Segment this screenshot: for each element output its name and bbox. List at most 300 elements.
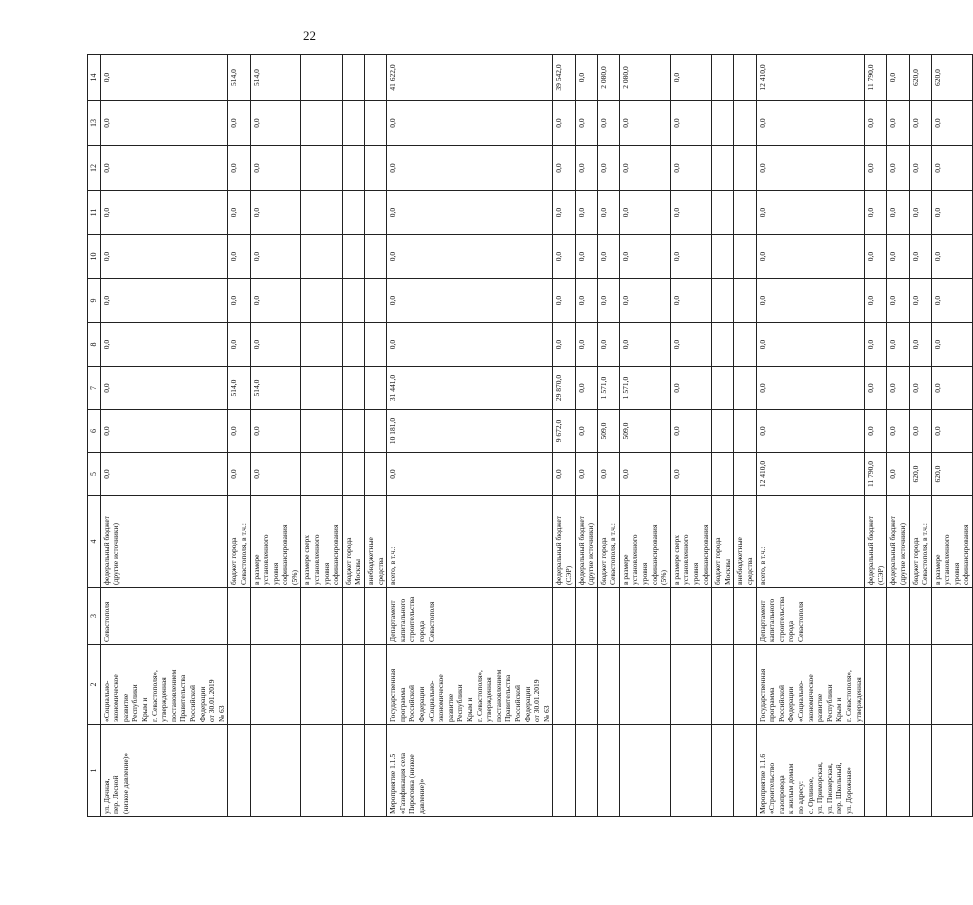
table-cell: 0,0 [909,323,931,367]
table-cell: 0,0 [865,235,887,279]
table-cell: 0,0 [250,453,301,496]
table-cell: 0,0 [619,235,670,279]
table-cell [301,588,342,645]
table-cell [734,645,756,725]
table-cell: 0,0 [909,235,931,279]
table-cell: 0,0 [931,146,972,191]
table-cell [342,410,364,453]
table-cell: Департамент капитального строительства города Севастополя [387,588,553,645]
table-cell [365,55,387,101]
table-cell [250,588,301,645]
table-cell: 0,0 [931,323,972,367]
table-cell: 0,0 [619,146,670,191]
table-cell [228,725,250,817]
table-cell: в размере сверх установленного уровня софинансирования [301,496,342,588]
table-cell: 0,0 [756,101,865,146]
table-cell [365,323,387,367]
header-cell: 4 [88,496,101,588]
table-cell [670,645,711,725]
table-cell: 620,0 [931,453,972,496]
table-row [250,55,301,817]
table-cell [597,588,619,645]
table-cell: 0,0 [909,191,931,235]
table-row [712,55,734,817]
table-cell: 0,0 [756,191,865,235]
table-cell: 0,0 [670,323,711,367]
table-cell: «Социально- экономическое развитие Республики Крым и г. Севастополя», утвержденная постановлением Правительства Российской Федерации от 30.01.2019 № 63 [100,645,228,725]
table-cell: 10 181,0 [387,410,553,453]
table-cell [865,725,887,817]
table-cell: бюджет города Севастополя, в т.ч.: [909,496,931,588]
table-cell [342,453,364,496]
table-cell [619,725,670,817]
table-cell [734,453,756,496]
table-cell [887,588,909,645]
table-cell: 0,0 [931,235,972,279]
header-cell: 1 [88,725,101,817]
table-cell [301,645,342,725]
header-cell: 14 [88,55,101,101]
table-row [619,55,670,817]
table-cell [712,191,734,235]
table-cell: 0,0 [756,323,865,367]
table-cell: 0,0 [597,101,619,146]
table-cell [575,645,597,725]
table-cell: 11 790,0 [865,55,887,101]
table-cell [734,725,756,817]
table-cell: 0,0 [670,453,711,496]
table-cell: 0,0 [931,410,972,453]
table-row [553,55,575,817]
table-cell [619,645,670,725]
table-cell: 0,0 [865,279,887,323]
table-cell [365,235,387,279]
table-cell: 39 542,0 [553,55,575,101]
table-cell: всего, в т.ч.: [387,496,553,588]
table-cell: 0,0 [887,101,909,146]
table-cell: 0,0 [228,410,250,453]
table-cell: 514,0 [228,55,250,101]
table-cell [365,146,387,191]
table-cell: 0,0 [575,235,597,279]
table-cell: 0,0 [575,101,597,146]
table-row [365,55,387,817]
table-cell: 0,0 [597,235,619,279]
table-cell: в размере установленного уровня софинансирования (5%) [619,496,670,588]
table-cell: 0,0 [553,191,575,235]
table-cell [342,235,364,279]
table-cell [712,453,734,496]
table-cell: 0,0 [931,101,972,146]
header-cell: 12 [88,146,101,191]
table-cell: 41 622,0 [387,55,553,101]
table-cell: 0,0 [887,453,909,496]
table-cell: бюджет города Севастополя, в т.ч.: [597,496,619,588]
table-cell: Мероприятие 1.1.6 «Строительство газопровода к жилым домам по адресу: с. Орлиное, ул. Приморская, ул. Пионерская, пер. Школьный, ул. Дорожная» [756,725,865,817]
table-cell [712,410,734,453]
table-cell: Мероприятие 1.1.5 «Газификация села Пироговка (низкое давление)» [387,725,553,817]
table-cell: 0,0 [619,453,670,496]
header-cell: 13 [88,101,101,146]
table-cell: 0,0 [250,279,301,323]
table-cell [734,191,756,235]
table-cell [553,645,575,725]
table-cell: 0,0 [553,323,575,367]
table-cell: 0,0 [100,453,228,496]
table-cell [712,645,734,725]
table-cell: 0,0 [575,191,597,235]
table-cell: 0,0 [250,410,301,453]
table-cell: 0,0 [670,191,711,235]
table-cell: бюджет города Севастополя, в т.ч.: [228,496,250,588]
rotated-table-container [87,55,971,817]
table-cell: 0,0 [387,191,553,235]
table-cell: 620,0 [931,55,972,101]
table-cell: ул. Дачная, пер. Лесной (низкое давление)» [100,725,228,817]
table-row [865,55,887,817]
table-cell: 0,0 [100,235,228,279]
table-cell: 1 571,0 [597,367,619,410]
table-cell: внебюджетные средства [365,496,387,588]
table-cell: 0,0 [670,235,711,279]
table-cell: 509,0 [619,410,670,453]
table-cell: 0,0 [887,323,909,367]
table-cell: 0,0 [250,323,301,367]
table-cell [301,410,342,453]
table-cell [553,725,575,817]
table-cell: 620,0 [909,453,931,496]
table-cell: 1 571,0 [619,367,670,410]
table-cell [734,101,756,146]
table-cell: 0,0 [228,101,250,146]
table-cell: 509,0 [597,410,619,453]
table-cell: 0,0 [553,235,575,279]
table-cell: 0,0 [670,410,711,453]
table-cell [342,588,364,645]
table-cell [865,588,887,645]
table-cell [250,725,301,817]
table-cell [301,367,342,410]
table-cell [909,645,931,725]
table-row [575,55,597,817]
header-cell: 11 [88,191,101,235]
table-cell: бюджет города Москвы [712,496,734,588]
table-cell: 0,0 [387,453,553,496]
table-cell: 0,0 [100,101,228,146]
table-cell [301,101,342,146]
table-cell: 0,0 [228,235,250,279]
table-cell [342,146,364,191]
table-cell: 0,0 [228,191,250,235]
table-cell: 514,0 [228,367,250,410]
table-cell [228,645,250,725]
table-cell [712,279,734,323]
table-cell [301,725,342,817]
table-cell: 0,0 [228,279,250,323]
table-cell: федеральный бюджет (СЭР) [553,496,575,588]
table-cell: 0,0 [619,101,670,146]
table-cell: 0,0 [670,101,711,146]
table-cell [301,191,342,235]
table-cell [342,55,364,101]
table-cell: 0,0 [756,410,865,453]
table-cell: 0,0 [756,279,865,323]
table-cell [575,725,597,817]
table-row [756,55,865,817]
table-cell: 0,0 [387,323,553,367]
table-cell: 12 410,0 [756,55,865,101]
table-cell [712,146,734,191]
table-cell: Государственная программа Российской Федерации «Социально- экономическое развитие Республики Крым и г. Севастополя», утвержденная [756,645,865,725]
table-cell: 0,0 [575,453,597,496]
table-cell: 0,0 [597,323,619,367]
table-cell: 0,0 [228,453,250,496]
table-cell [712,235,734,279]
table-cell [734,323,756,367]
table-cell [365,279,387,323]
table-cell [734,410,756,453]
table-cell [734,279,756,323]
table-cell: 0,0 [575,367,597,410]
table-cell [597,725,619,817]
table-cell [342,323,364,367]
table-cell: 0,0 [756,235,865,279]
table-cell: федеральный бюджет (другие источники) [100,496,228,588]
table-cell [575,588,597,645]
table-row [931,55,972,817]
table-row [100,55,228,817]
table-cell [712,101,734,146]
table-cell [597,645,619,725]
table-cell: 0,0 [865,101,887,146]
table-cell: 0,0 [100,146,228,191]
table-cell: 0,0 [887,279,909,323]
header-cell: 5 [88,453,101,496]
table-cell: 0,0 [597,191,619,235]
table-cell [342,367,364,410]
table-cell: 0,0 [909,367,931,410]
table-cell: 0,0 [575,55,597,101]
table-cell: 2 080,0 [619,55,670,101]
table-cell [887,645,909,725]
table-cell [712,323,734,367]
table-cell: 0,0 [865,367,887,410]
table-cell: федеральный бюджет (другие источники) [887,496,909,588]
table-cell: 0,0 [887,191,909,235]
table-cell: 11 790,0 [865,453,887,496]
table-cell [887,725,909,817]
table-cell [365,645,387,725]
table-row [887,55,909,817]
table-cell [734,235,756,279]
table-cell [365,453,387,496]
table-cell [365,101,387,146]
page-number: 22 [303,28,316,43]
table-cell: 0,0 [670,367,711,410]
table-cell: 0,0 [553,453,575,496]
table-cell [909,588,931,645]
table-row [909,55,931,817]
table-cell: 0,0 [887,146,909,191]
header-cell: 9 [88,279,101,323]
table-cell: 0,0 [865,410,887,453]
table-cell: 0,0 [931,279,972,323]
table-cell: 514,0 [250,367,301,410]
table-cell: 0,0 [597,146,619,191]
table-cell [365,367,387,410]
table-cell: 0,0 [575,279,597,323]
table-cell: 0,0 [553,101,575,146]
header-cell: 8 [88,323,101,367]
table-cell [931,725,972,817]
header-cell: 7 [88,367,101,410]
table-cell: 0,0 [553,279,575,323]
table-row [670,55,711,817]
table-cell: 0,0 [228,146,250,191]
table-cell: 29 870,0 [553,367,575,410]
table-cell: 0,0 [575,323,597,367]
table-cell: 31 441,0 [387,367,553,410]
table-cell [931,588,972,645]
table-cell [619,588,670,645]
table-cell [712,588,734,645]
table-cell [301,453,342,496]
table-row [342,55,364,817]
table-cell: 0,0 [100,323,228,367]
table-cell: 0,0 [100,55,228,101]
table-cell [342,645,364,725]
table-cell [365,725,387,817]
table-cell: 0,0 [865,191,887,235]
table-cell [553,588,575,645]
table-cell [931,645,972,725]
table-cell [342,101,364,146]
table-row [597,55,619,817]
table-cell: 0,0 [619,279,670,323]
table-cell: 0,0 [909,101,931,146]
table-cell: в размере установленного уровня софинансирования [931,496,972,588]
table-cell: 0,0 [100,410,228,453]
table-cell [365,191,387,235]
table-cell: 0,0 [387,101,553,146]
table-row [301,55,342,817]
table-cell: 0,0 [553,146,575,191]
table-cell: 0,0 [387,279,553,323]
table-cell [734,588,756,645]
header-cell: 3 [88,588,101,645]
table-cell: 0,0 [887,235,909,279]
table-row [228,55,250,817]
table-cell [228,588,250,645]
table-row [387,55,553,817]
table-cell: в размере установленного уровня софинансирования (5%) [250,496,301,588]
header-cell: 2 [88,645,101,725]
table-cell: 0,0 [100,191,228,235]
table-row [734,55,756,817]
table-cell: 0,0 [670,146,711,191]
table-cell: Государственная программа Российской Федерации «Социально- экономическое развитие Республики Крым и г. Севастополя», утвержденная постановлением Правительства Российской Федерации от 30.01.2019 № 63 [387,645,553,725]
table-cell [670,725,711,817]
table-cell: Департамент капитального строительства города Севастополя [756,588,865,645]
table-cell: 0,0 [250,235,301,279]
table-cell [734,146,756,191]
table-cell [342,725,364,817]
table-cell: федеральный бюджет (СЭР) [865,496,887,588]
table-cell: 0,0 [756,367,865,410]
table-cell: 0,0 [250,191,301,235]
table-cell: 0,0 [670,279,711,323]
table-cell [301,146,342,191]
table-cell: 0,0 [597,453,619,496]
table-cell [342,279,364,323]
table-cell: 0,0 [619,323,670,367]
table-cell [712,55,734,101]
table-cell: 0,0 [887,410,909,453]
table-cell [250,645,301,725]
table-cell [301,279,342,323]
table-cell: 0,0 [250,101,301,146]
table-cell: 0,0 [865,323,887,367]
table-cell [670,588,711,645]
table-cell [301,235,342,279]
table-cell: 0,0 [100,367,228,410]
table-cell: Севастополя [100,588,228,645]
table-cell: 0,0 [387,235,553,279]
table-cell [909,725,931,817]
table-cell: федеральный бюджет (другие источники) [575,496,597,588]
header-cell: 6 [88,410,101,453]
table-cell [712,725,734,817]
table-cell: 0,0 [387,146,553,191]
table-cell [734,55,756,101]
table-cell: 0,0 [887,367,909,410]
table-cell [734,367,756,410]
table-cell: 0,0 [250,146,301,191]
table-cell [301,323,342,367]
table-cell: 620,0 [909,55,931,101]
table-cell [342,191,364,235]
table-cell: 2 080,0 [597,55,619,101]
budget-table [87,54,973,817]
table-cell: 0,0 [575,146,597,191]
table-cell: 0,0 [228,323,250,367]
table-cell [712,367,734,410]
table-cell: 0,0 [670,55,711,101]
table-cell: внебюджетные средства [734,496,756,588]
table-cell: 0,0 [909,279,931,323]
header-cell: 10 [88,235,101,279]
table-cell: 0,0 [909,146,931,191]
table-cell: 0,0 [931,191,972,235]
table-cell: всего, в т.ч.: [756,496,865,588]
table-cell: 0,0 [575,410,597,453]
table-cell [301,55,342,101]
table-cell [365,410,387,453]
table-cell: 0,0 [887,55,909,101]
table-cell: 0,0 [100,279,228,323]
table-cell: 0,0 [931,367,972,410]
table-cell: 0,0 [597,279,619,323]
table-cell: в размере сверх установленного уровня софинансирования [670,496,711,588]
table-cell: 0,0 [865,146,887,191]
table-cell: бюджет города Москвы [342,496,364,588]
header-row [88,55,101,817]
table-cell: 514,0 [250,55,301,101]
table-cell [365,588,387,645]
table-cell: 12 410,0 [756,453,865,496]
table-cell: 9 672,0 [553,410,575,453]
table-cell [865,645,887,725]
